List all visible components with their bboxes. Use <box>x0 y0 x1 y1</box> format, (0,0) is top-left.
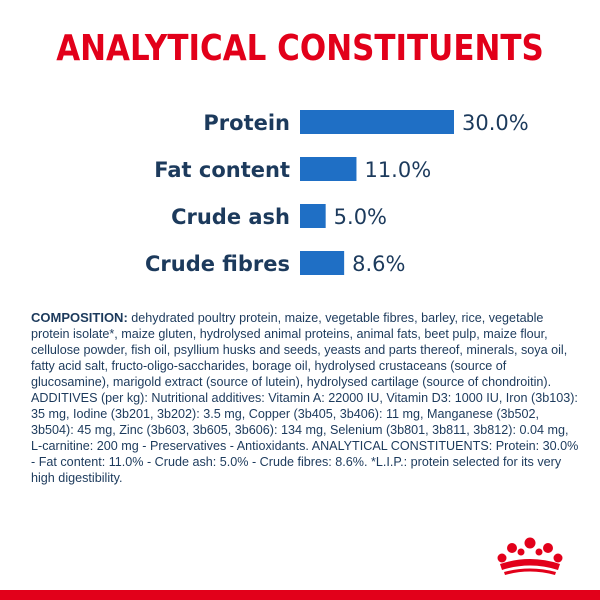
crown-logo-icon <box>490 528 570 578</box>
composition-body: dehydrated poultry protein, maize, vegetable fibres, barley, rice, vegetable protein isolate*, maize gluten, hydrolysed animal proteins, animal fats, beet pulp, maize flour, cellulose powder, fish oil, psyllium husks and seeds, yeasts and parts thereof, minerals, soya oil, fatty acid salt, fructo-oligo-saccharides, borage oil, hydrolysed crustaceans (source of glucosamine), marigold extract (source of lutein), hydrolysed cartilage (source of chondroitin). ADDITIVES (per kg): Nutritional additives: Vitamin A: 22000 IU, Vitamin D3: 1000 IU, Iron (3b103): 35 mg, Iodine (3b201, 3b202): 3.5 mg, Copper (3b405, 3b406): 11 mg, Manganese (3b502, 3b504): 45 mg, Zinc (3b603, 3b605, 3b606): 134 mg, Selenium (3b801, 3b811, 3b812): 0.04 mg, L-carnitine: 200 mg - Preservatives - Antioxidants. ANALYTICAL CONSTITUENTS: Protein: 30.0% - Fat content: 11.0% - Crude ash: 5.0% - Crude fibres: 8.6%. *L.I.P.: protein selected for its very high digestibility. <box>31 311 579 485</box>
value-label: 5.0% <box>333 205 388 229</box>
value-label: 30.0% <box>462 111 529 135</box>
category-label: Protein <box>203 111 290 135</box>
value-label: 8.6% <box>352 252 406 276</box>
bar <box>300 157 356 181</box>
category-label: Fat content <box>154 158 290 182</box>
bar <box>300 204 326 228</box>
composition-lead: COMPOSITION: <box>31 310 128 325</box>
bar <box>300 110 454 134</box>
composition-text <box>31 310 579 486</box>
chart-title: ANALYTICAL CONSTITUENTS <box>56 28 544 69</box>
value-label: 11.0% <box>364 158 432 182</box>
category-label: Crude ash <box>171 205 290 229</box>
category-label: Crude fibres <box>144 252 290 276</box>
bar <box>300 251 344 275</box>
bottom-brand-bar <box>0 590 600 600</box>
